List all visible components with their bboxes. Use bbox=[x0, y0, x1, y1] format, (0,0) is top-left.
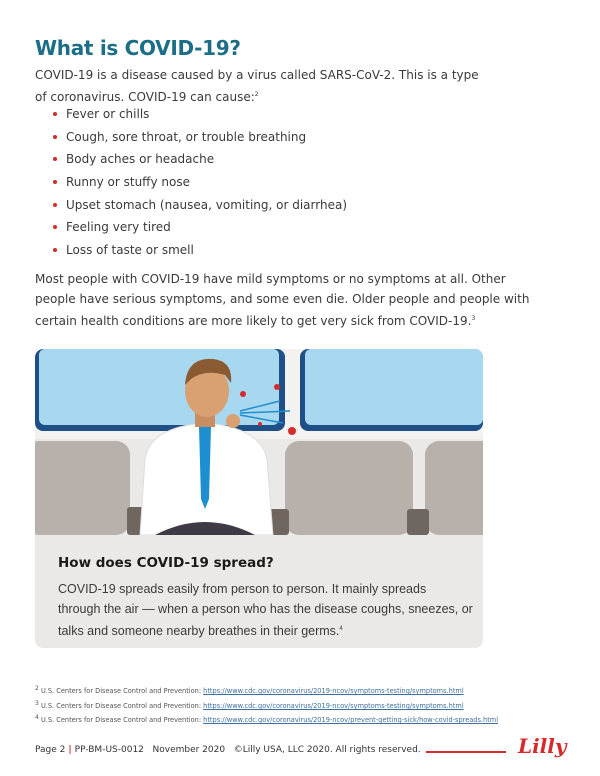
list-item: Loss of taste or smell bbox=[53, 240, 347, 263]
intro-line: COVID-19 is a disease caused by a virus called SARS-CoV-2. This is a type bbox=[35, 68, 479, 82]
paragraph-line bbox=[35, 309, 529, 331]
coughing-man-illustration bbox=[35, 349, 483, 535]
footnote-number: 4 bbox=[35, 714, 39, 721]
footnote-link[interactable]: https://www.cdc.gov/coronavirus/2019-ncov/symptoms-testing/symptoms.html bbox=[203, 702, 464, 711]
reference-marker: 4 bbox=[339, 626, 343, 632]
list-item: Fever or chills bbox=[53, 104, 347, 127]
footnote bbox=[35, 685, 464, 695]
severity-paragraph bbox=[35, 269, 529, 331]
intro-line-text: of coronavirus. COVID-19 can cause: bbox=[35, 90, 255, 104]
spread-info-card bbox=[35, 349, 483, 648]
card-line: through the air — when a person who has the disease coughs, sneezes, or bbox=[58, 602, 473, 616]
card-title: How does COVID-19 spread? bbox=[58, 555, 274, 571]
footnote-source: U.S. Centers for Disease Control and Prevention: bbox=[40, 687, 202, 696]
symptom-list bbox=[53, 104, 347, 263]
footnote-source: U.S. Centers for Disease Control and Prevention: bbox=[40, 702, 202, 711]
card-line: COVID-19 spreads easily from person to person. It mainly spreads bbox=[58, 582, 427, 596]
list-item: Upset stomach (nausea, vomiting, or diarrhea) bbox=[53, 195, 347, 218]
list-item: Body aches or headache bbox=[53, 149, 347, 172]
reference-marker: 2 bbox=[254, 91, 259, 98]
card-line-text: talks and someone nearby breathes in their germs. bbox=[58, 624, 340, 639]
footnote bbox=[35, 700, 464, 710]
list-item: Runny or stuffy nose bbox=[53, 172, 347, 195]
list-item: Feeling very tired bbox=[53, 217, 347, 240]
paragraph-line-text: certain health conditions are more likely to get very sick from COVID-19. bbox=[35, 314, 472, 328]
reference-marker: 3 bbox=[471, 315, 476, 322]
paragraph-line: people have serious symptoms, and some even die. Older people and people with bbox=[35, 292, 530, 306]
lilly-logo: Lilly bbox=[518, 734, 567, 758]
footnote-link[interactable]: https://www.cdc.gov/coronavirus/2019-ncov/symptoms-testing/symptoms.html bbox=[203, 687, 464, 696]
card-line bbox=[58, 619, 478, 641]
intro-text bbox=[35, 65, 479, 107]
copyright: ©Lilly USA, LLC 2020. All rights reserved. bbox=[233, 745, 421, 755]
footnote-link[interactable]: https://www.cdc.gov/coronavirus/2019-ncov/prevent-getting-sick/how-covid-spreads.html bbox=[203, 716, 499, 725]
page-footer bbox=[35, 745, 421, 755]
paragraph-line: Most people with COVID-19 have mild symptoms or no symptoms at all. Other bbox=[35, 272, 506, 286]
page-number: Page 2 bbox=[35, 745, 66, 755]
list-item: Cough, sore throat, or trouble breathing bbox=[53, 127, 347, 150]
separator: | bbox=[68, 745, 72, 755]
page-title: What is COVID-19? bbox=[35, 36, 241, 60]
footnote-number: 2 bbox=[35, 685, 39, 692]
footnote-source: U.S. Centers for Disease Control and Prevention: bbox=[40, 716, 202, 725]
footnote bbox=[35, 714, 498, 724]
document-code: PP-BM-US-0012 bbox=[74, 745, 144, 755]
card-body bbox=[58, 579, 478, 641]
footnote-number: 3 bbox=[35, 700, 39, 707]
document-date: November 2020 bbox=[152, 745, 226, 755]
footer-rule bbox=[426, 751, 506, 753]
